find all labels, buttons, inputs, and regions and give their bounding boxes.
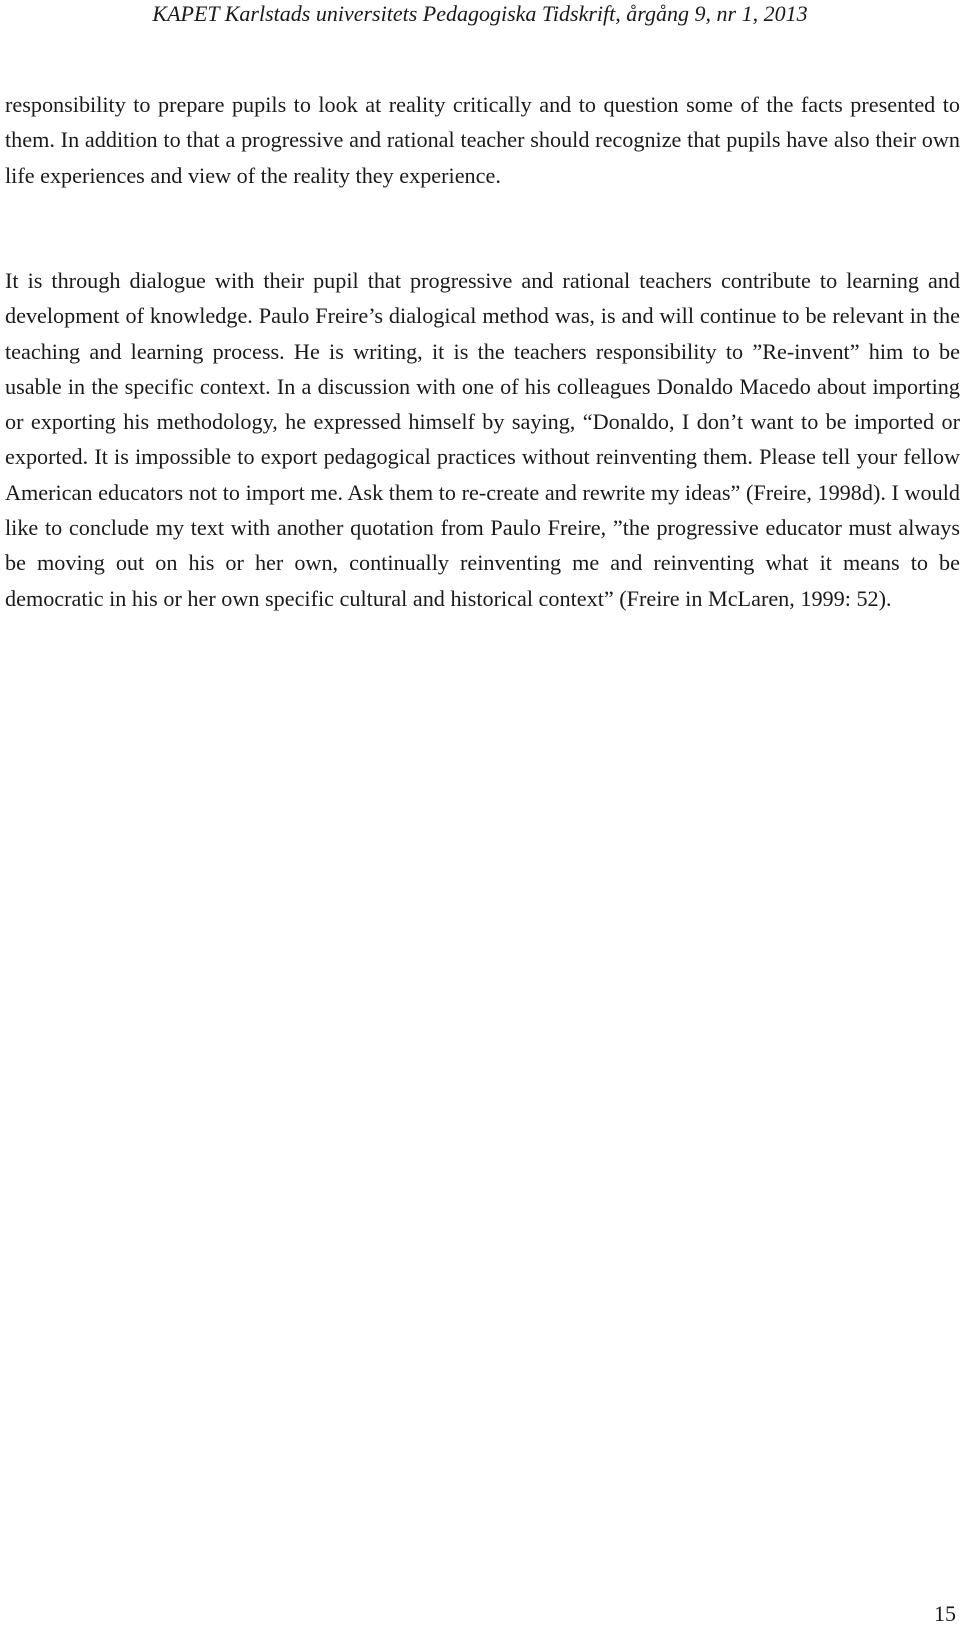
page-number: 15 bbox=[934, 1601, 956, 1626]
running-header: KAPET Karlstads universitets Pedagogiska Tidskrift, årgång 9, nr 1, 2013 bbox=[152, 1, 808, 26]
body-paragraph: responsibility to prepare pupils to look at reality critically and to question some of the facts presented to them. In addition to that a progressive and rational teacher should recognize that pupils have also their own life experiences and view of the reality they experience. bbox=[5, 92, 960, 188]
body-paragraph: It is through dialogue with their pupil that progressive and rational teachers contribute to learning and development of knowledge. Paulo Freire’s dialogical method was, is and will continue to be relevant in the teaching and learning process. He is writing, it is the teachers responsibility to ”Re-invent” him to be usable in the specific context. In a discussion with one of his colleagues Donaldo Macedo about importing or exporting his methodology, he expressed himself by saying, “Donaldo, I don’t want to be imported or exported. It is impossible to export pedagogical practices without reinventing them. Please tell your fellow American educators not to import me. Ask them to re-create and rewrite my ideas” (Freire, 1998d). I would like to conclude my text with another quotation from Paulo Freire, ”the progressive educator must always be moving out on his or her own, continually reinventing me and reinventing what it means to be democratic in his or her own specific cultural and historical context” (Freire in McLaren, 1999: 52). bbox=[5, 268, 960, 611]
